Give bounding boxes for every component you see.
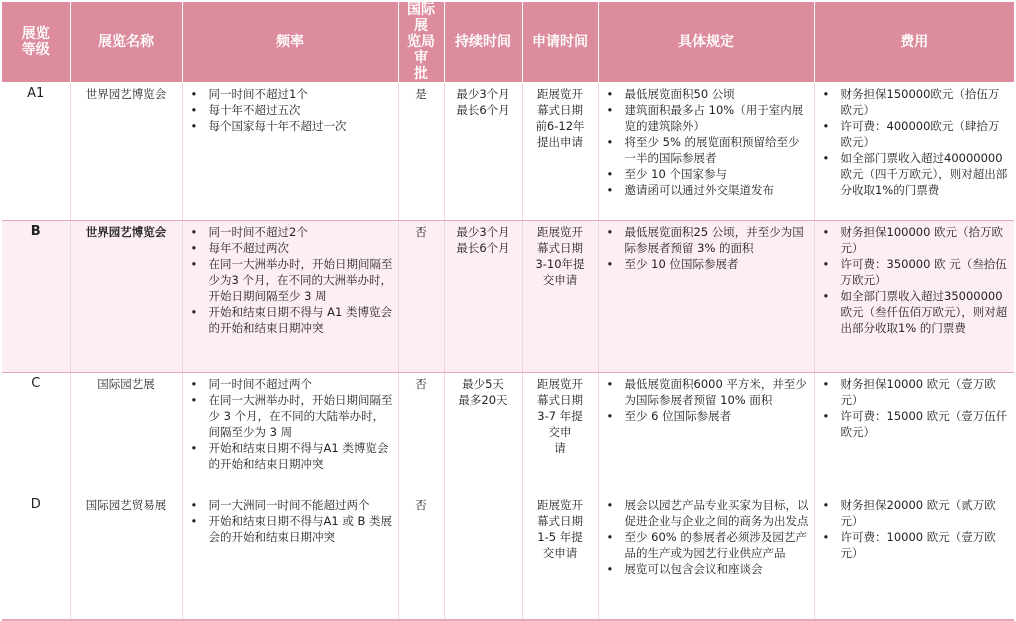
fees-cell [814,494,1014,620]
list-item: • 每个国家每十年不超过一次 [187,118,394,134]
list-item: • 邀请函可以通过外交渠道发布 [603,182,810,198]
list-item: • 最低展览面积50 公顷 [603,86,810,102]
header-row [2,2,1014,83]
level-cell: C [2,373,70,495]
list-item: • 同一时间不超过2个 [187,224,394,240]
list-item: • 在同一大洲举办时，开始日期间隔至少 3 个月，在不同的大陆举办时，间隔至少为 3 周 [187,392,394,440]
table-row [2,494,1014,620]
level-cell: D [2,494,70,620]
rules-cell [598,221,814,373]
header-rules: 具体规定 [598,2,814,83]
list-item: • 同一时间不超过1个 [187,86,394,102]
expo-name-cell: 世界园艺博览会 [70,221,182,373]
header-level: 展览 等级 [2,2,70,83]
header-frequency: 频率 [182,2,398,83]
expo-name-cell: 国际园艺展 [70,373,182,495]
approval-cell: 否 [398,373,444,495]
list-item: • 许可费：10000 欧元（壹万欧元） [819,529,1011,561]
apply-time-cell: 距展览开 幕式日期 前6-12年 提出申请 [522,83,598,221]
header-name: 展览名称 [70,2,182,83]
list-item: • 如全部门票收入超过35000000 欧元（叁仟伍佰万欧元），则对超出部分收取1% 的门票费 [819,288,1011,336]
header-approval: 国际展 览局审 批 [398,2,444,83]
list-item: • 展览可以包含会议和座谈会 [603,561,810,577]
list-item: • 许可费：15000 欧元（壹万伍仟欧元） [819,408,1011,440]
list-item: • 每十年不超过五次 [187,102,394,118]
list-item: • 开始和结束日期不得与A1 类博览会的开始和结束日期冲突 [187,440,394,472]
frequency-cell [182,83,398,221]
approval-cell: 否 [398,494,444,620]
fees-cell [814,221,1014,373]
duration-cell: 最少5天 最多20天 [444,373,522,495]
list-item: • 建筑面积最多占 10%（用于室内展览的建筑除外） [603,102,810,134]
level-cell: A1 [2,83,70,221]
header-duration: 持续时间 [444,2,522,83]
duration-cell [444,494,522,620]
list-item: • 每年不超过两次 [187,240,394,256]
duration-cell: 最少3个月 最长6个月 [444,83,522,221]
list-item: • 如全部门票收入超过40000000欧元（四千万欧元），则对超出部分收取1%的门票费 [819,150,1011,198]
expo-name-cell: 世界园艺博览会 [70,83,182,221]
list-item: • 同一时间不超过两个 [187,376,394,392]
list-item: • 展会以园艺产品专业买家为目标，以促进企业与企业之间的商务为出发点 [603,497,810,529]
approval-cell: 是 [398,83,444,221]
apply-time-cell: 距展览开 幕式日期 1-5 年提 交申请 [522,494,598,620]
list-item: • 至少 10 位国际参展者 [603,256,810,272]
list-item: • 开始和结束日期不得与 A1 类博览会的开始和结束日期冲突 [187,304,394,336]
list-item: • 至少 10 个国家参与 [603,166,810,182]
fees-cell [814,83,1014,221]
list-item: • 财务担保20000 欧元（贰万欧元） [819,497,1011,529]
table-row [2,373,1014,495]
rules-cell [598,83,814,221]
fees-cell [814,373,1014,495]
list-item: • 至少 6 位国际参展者 [603,408,810,424]
table-row [2,83,1014,221]
apply-time-cell: 距展览开 幕式日期 3-10年提 交申请 [522,221,598,373]
approval-cell: 否 [398,221,444,373]
list-item: • 最低展览面积25 公顷，并至少为国际参展者预留 3% 的面积 [603,224,810,256]
duration-cell: 最少3个月 最长6个月 [444,221,522,373]
list-item: • 至少 60% 的参展者必须涉及园艺产品的生产或为园艺行业供应产品 [603,529,810,561]
expo-name-cell: 国际园艺贸易展 [70,494,182,620]
level-cell: B [2,221,70,373]
list-item: • 许可费：400000欧元（肆拾万欧元） [819,118,1011,150]
header-apply-time: 申请时间 [522,2,598,83]
list-item: • 财务担保100000 欧元（拾万欧元） [819,224,1011,256]
rules-cell [598,494,814,620]
header-fees: 费用 [814,2,1014,83]
frequency-cell [182,373,398,495]
rules-cell [598,373,814,495]
list-item: • 财务担保10000 欧元（壹万欧元） [819,376,1011,408]
list-item: • 许可费：350000 欧 元（叁拾伍万欧元） [819,256,1011,288]
list-item: • 将至少 5% 的展览面积预留给至少一半的国际参展者 [603,134,810,166]
table-row [2,221,1014,373]
list-item: • 最低展览面积6000 平方米，并至少为国际参展者预留 10% 面积 [603,376,810,408]
list-item: • 开始和结束日期不得与A1 或 B 类展会的开始和结束日期冲突 [187,513,394,545]
list-item: • 财务担保150000欧元（拾伍万欧元） [819,86,1011,118]
list-item: • 同一大洲同一时间不能超过两个 [187,497,394,513]
apply-time-cell: 距展览开 幕式日期 3-7 年提 交申 请 [522,373,598,495]
list-item: • 在同一大洲举办时，开始日期间隔至少为3 个月，在不同的大洲举办时，开始日期间隔至少 3 周 [187,256,394,304]
expo-classification-table [2,2,1014,621]
frequency-cell [182,494,398,620]
frequency-cell [182,221,398,373]
